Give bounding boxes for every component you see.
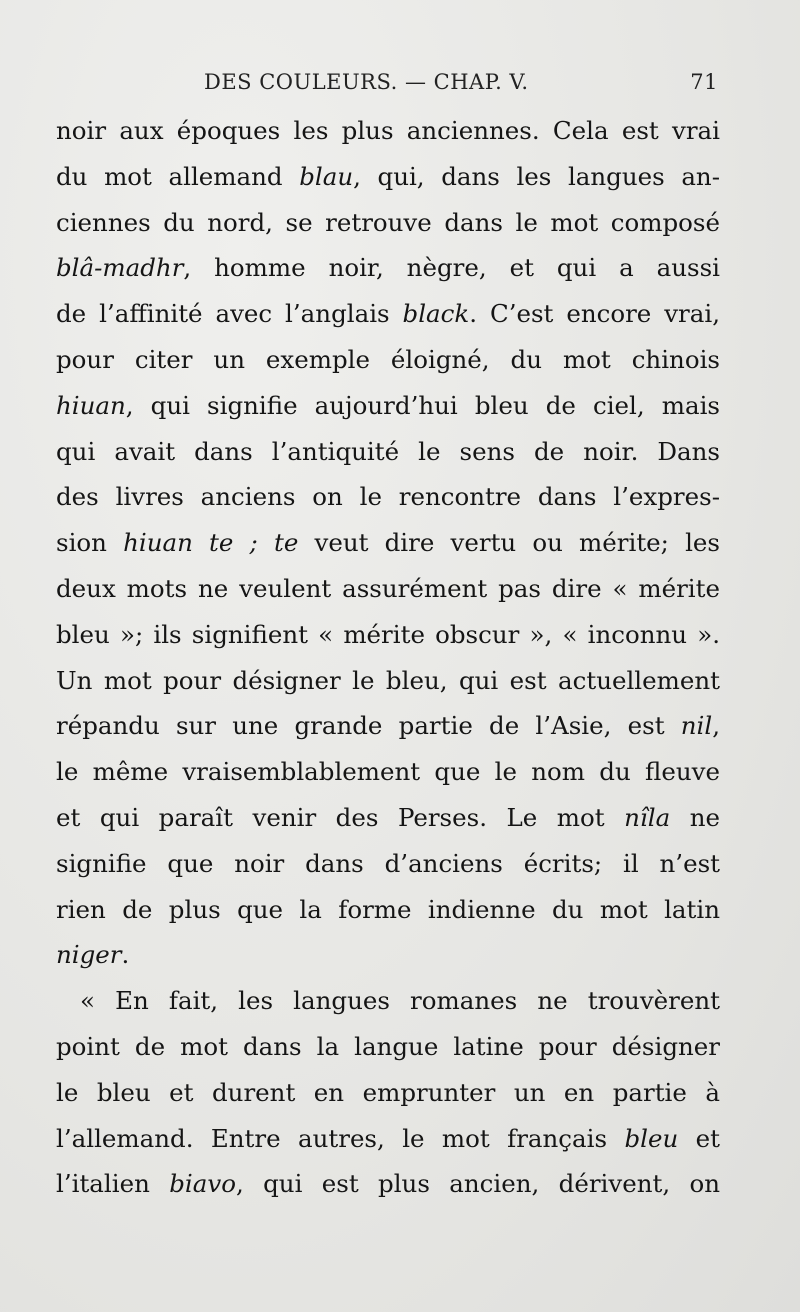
text-line: qui avait dans l’antiquité le sens de noir. Dans xyxy=(56,436,720,466)
text-line: le bleu et durent en emprunter un en partie à xyxy=(56,1077,720,1107)
page-header xyxy=(58,70,718,102)
text-line: hiuan, qui signifie aujourd’hui bleu de ciel, mais xyxy=(56,390,720,420)
text-line: pour citer un exemple éloigné, du mot chinois xyxy=(56,344,720,374)
paragraph-1 xyxy=(56,108,720,978)
text-line: deux mots ne veulent assurément pas dire « mérite xyxy=(56,573,720,603)
italic-term: niger xyxy=(56,940,122,970)
text-line: ciennes du nord, se retrouve dans le mot composé xyxy=(56,207,720,237)
italic-term: nil xyxy=(680,711,713,741)
page-number: 71 xyxy=(690,70,718,94)
running-title: DES COULEURS. — CHAP. V. xyxy=(204,70,529,94)
text-line: des livres anciens on le rencontre dans l’expres- xyxy=(56,482,720,512)
text-line: le même vraisemblablement que le nom du fleuve xyxy=(56,757,720,787)
paragraph-2 xyxy=(56,978,720,1207)
text-line: du mot allemand blau, qui, dans les langues an- xyxy=(56,161,720,191)
text-line: rien de plus que la forme indienne du mot latin xyxy=(56,894,720,924)
body-text xyxy=(56,108,720,1207)
italic-term: blâ-madhr xyxy=(56,253,184,283)
text-line: l’italien biavo, qui est plus ancien, dérivent, on xyxy=(56,1169,720,1199)
text-line: Un mot pour désigner le bleu, qui est actuellement xyxy=(56,665,720,695)
text-line: bleu »; ils signifient « mérite obscur », « inconnu ». xyxy=(56,619,720,649)
text-line: et qui paraît venir des Perses. Le mot nîla ne xyxy=(56,802,720,832)
text-line: noir aux époques les plus anciennes. Cela est vrai xyxy=(56,116,720,145)
italic-term: biavo xyxy=(169,1169,236,1199)
text-line: blâ-madhr, homme noir, nègre, et qui a aussi xyxy=(56,253,720,283)
italic-term: black xyxy=(402,299,470,329)
italic-term: hiuan xyxy=(56,390,126,420)
text-line: l’allemand. Entre autres, le mot français bleu et xyxy=(56,1123,720,1153)
italic-term: hiuan te ; te xyxy=(123,528,299,558)
text-line: point de mot dans la langue latine pour désigner xyxy=(56,1031,720,1061)
italic-term: blau xyxy=(299,161,354,191)
text-line: de l’affinité avec l’anglais black. C’est encore vrai, xyxy=(56,299,720,329)
text-line: signifie que noir dans d’anciens écrits; il n’est xyxy=(56,848,720,878)
text-line: répandu sur une grande partie de l’Asie, est nil, xyxy=(56,711,720,741)
text-line: sion hiuan te ; te veut dire vertu ou mérite; les xyxy=(56,528,720,558)
text-line: « En fait, les langues romanes ne trouvèrent xyxy=(80,986,720,1016)
italic-term: bleu xyxy=(624,1123,679,1153)
text-line: niger. xyxy=(56,940,130,970)
italic-term: nîla xyxy=(624,802,671,832)
